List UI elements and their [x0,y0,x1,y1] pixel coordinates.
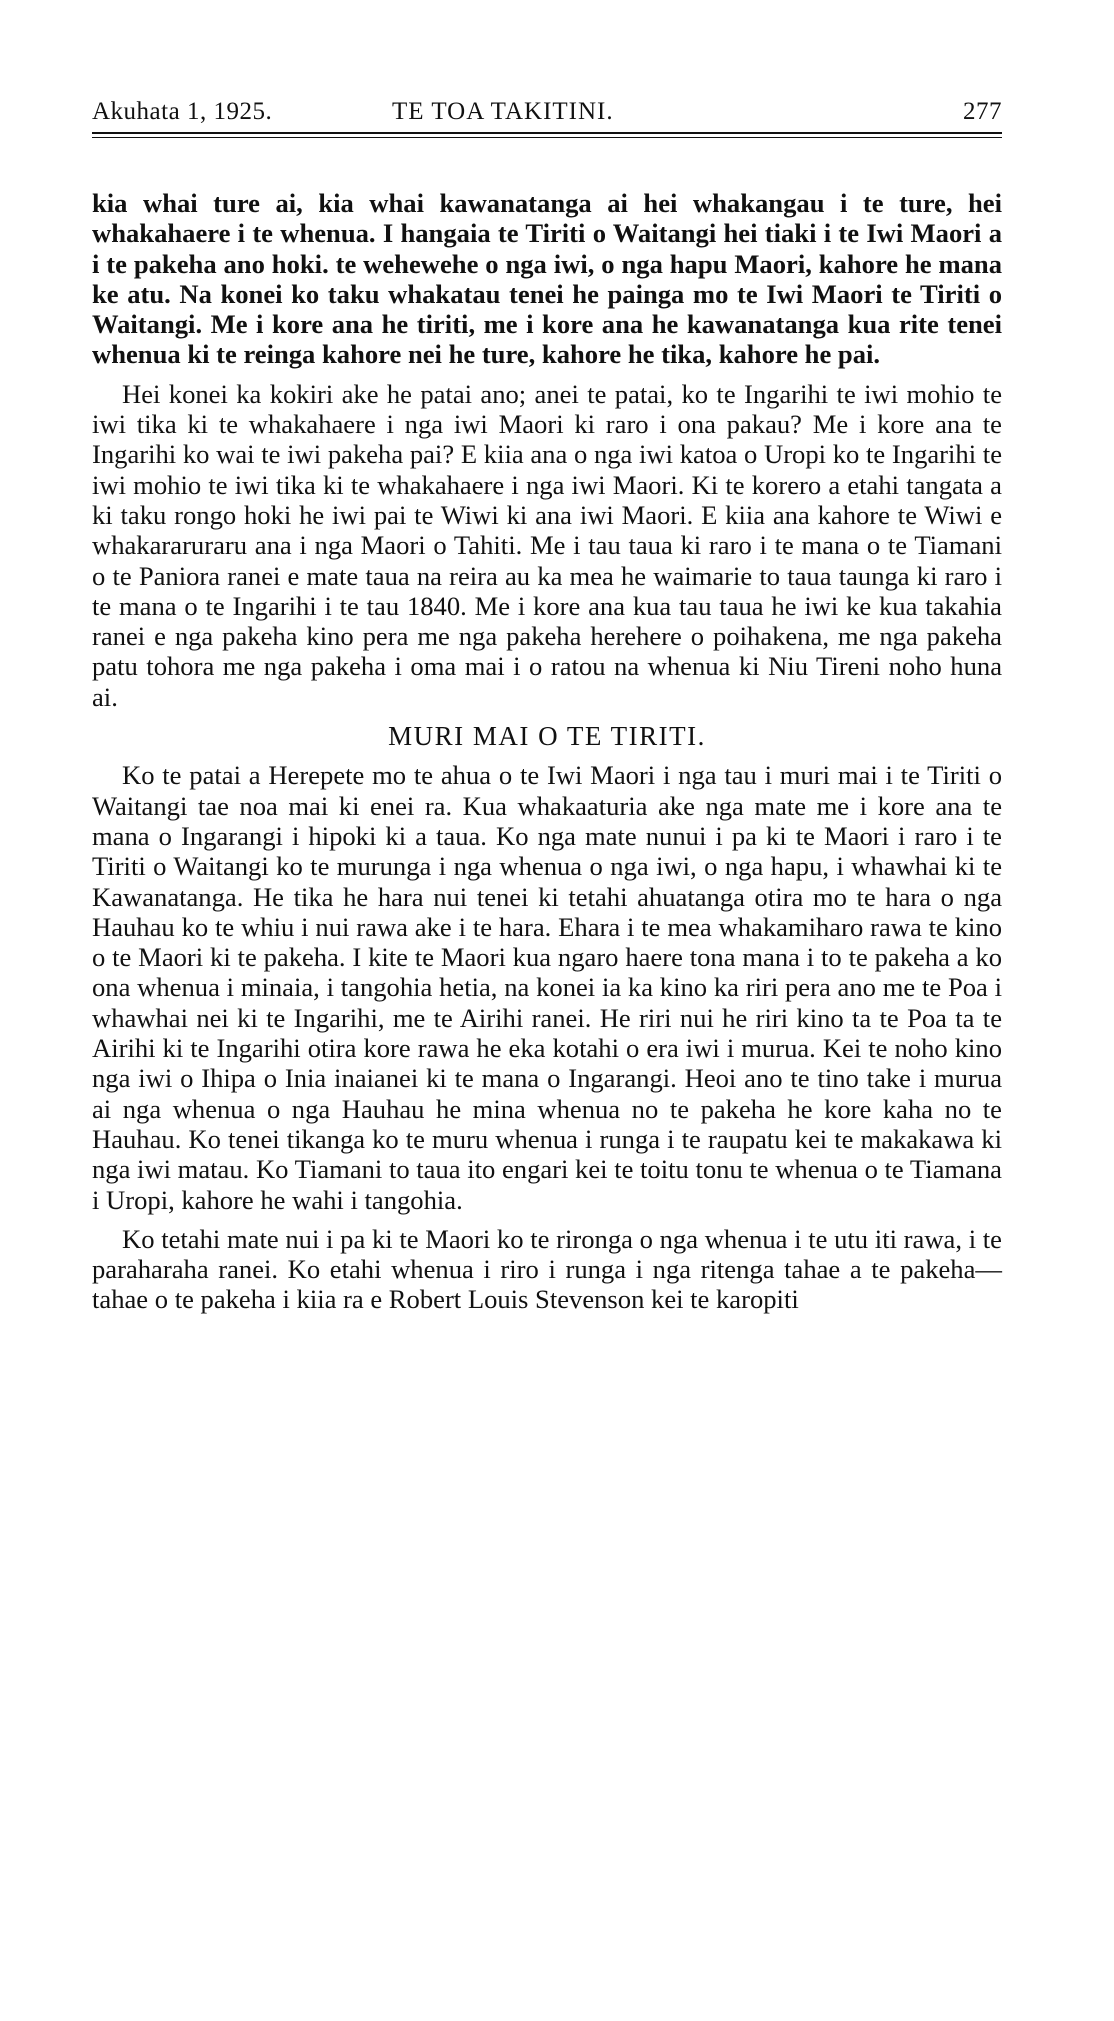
paragraph-3: Ko te patai a Herepete mo te ahua o te Iwi Maori i nga tau i muri mai i te Tiriti o Waitangi tae noa mai ki enei ra. Kua whakaaturia ake nga mate me i kore ana te mana o Ingarangi i hipoki ki a taua. Ko nga mate nunui i pa ki te Maori i raro i te Tiriti o Waitangi ko te murunga i nga whenua o nga iwi, o nga hapu, i whawhai ki te Kawanatanga. He tika he hara nui tenei ki tetahi ahuatanga otira mo te hara o nga Hauhau ko te whiu i nui rawa ake i te hara. Ehara i te mea whakamiharo rawa te kino o te Maori ki te pakeha. I kite te Maori kua ngaro haere tona mana i to te pakeha a ko ona whenua i minaia, i tangohia hetia, na konei ia ka kino ka riri pera ano me te Poa i whawhai nei ki te Ingarihi, me te Airihi ranei. He riri nui he riri kino ta te Poa ta te Airihi ki te Ingarihi otira kore rawa he eka kotahi o era iwi i murua. Kei te noho kino nga iwi o Ihipa o Inia inaianei ki te mana o Ingarangi. Heoi ano te tino take i murua ai nga whenua o nga Hauhau he mina whenua no te pakeha he kore kaha no te Hauhau. Ko tenei tikanga ko te muru whenua i runga i te raupatu kei te makakawa ki nga iwi matau. Ko Tiamani to taua ito engari kei te toitu tonu te whenua o te Tiamana i Uropi, kahore he wahi i tangohia. [92,760,1002,1215]
publication-title: TE TOA TAKITINI. [392,98,614,125]
issue-date: Akuhata 1, 1925. [92,98,273,125]
header-rule [92,132,1002,134]
page-number: 277 [963,98,1002,125]
paragraph-2: Hei konei ka kokiri ake he patai ano; anei te patai, ko te Ingarihi te iwi mohio te iwi tika ki te whakahaere i nga iwi Maori ki raro i ona pakau? Me i kore ana te Ingarihi ko wai te iwi pakeha pai? E kiia ana o nga iwi katoa o Uropi ko te Ingarihi te iwi mohio te iwi tika ki te whakahaere i nga iwi Maori. Ki te korero a etahi tangata a ki taku rongo hoki he iwi pai te Wiwi ki ana iwi Maori. E kiia ana kahore te Wiwi e whakararuraru ana i nga Maori o Tahiti. Me i tau taua ki raro i te mana o te Tiamani o te Paniora ranei e mate taua na reira au ka mea he waimarie to taua taunga ki raro i te mana o te Ingarihi i te tau 1840. Me i kore ana kua tau taua he iwi ke kua takahia ranei e nga pakeha kino pera me nga pakeha herehere o poihakena, me nga pakeha patu tohora me nga pakeha i oma mai i o ratou na whenua ki Niu Tireni noho huna ai. [92,378,1002,712]
article-body [92,188,1002,1315]
document-page [92,96,1002,1315]
header-rule-thin [92,137,1002,138]
paragraph-4: Ko tetahi mate nui i pa ki te Maori ko te rironga o nga whenua i te utu iti rawa, i te paraharaha ranei. Ko etahi whenua i riro i runga i nga ritenga tahae a te pakeha—tahae o te pakeha i kiia ra e Robert Louis Stevenson kei te karopiti [92,1223,1002,1315]
section-heading: MURI MAI O TE TIRITI. [388,721,706,752]
running-header [92,96,1002,132]
paragraph-1: kia whai ture ai, kia whai kawanatanga ai hei whakangau i te ture, hei whakahaere i te whenua. I hangaia te Tiriti o Waitangi hei tiaki i te Iwi Maori a i te pakeha ano hoki. te wehewehe o nga iwi, o nga hapu Maori, kahore he mana ke atu. Na konei ko taku whakatau tenei he painga mo te Iwi Maori te Tiriti o Waitangi. Me i kore ana he tiriti, me i kore ana he kawanatanga kua rite tenei whenua ki te reinga kahore nei he ture, kahore he tika, kahore he pai. [92,188,1002,370]
